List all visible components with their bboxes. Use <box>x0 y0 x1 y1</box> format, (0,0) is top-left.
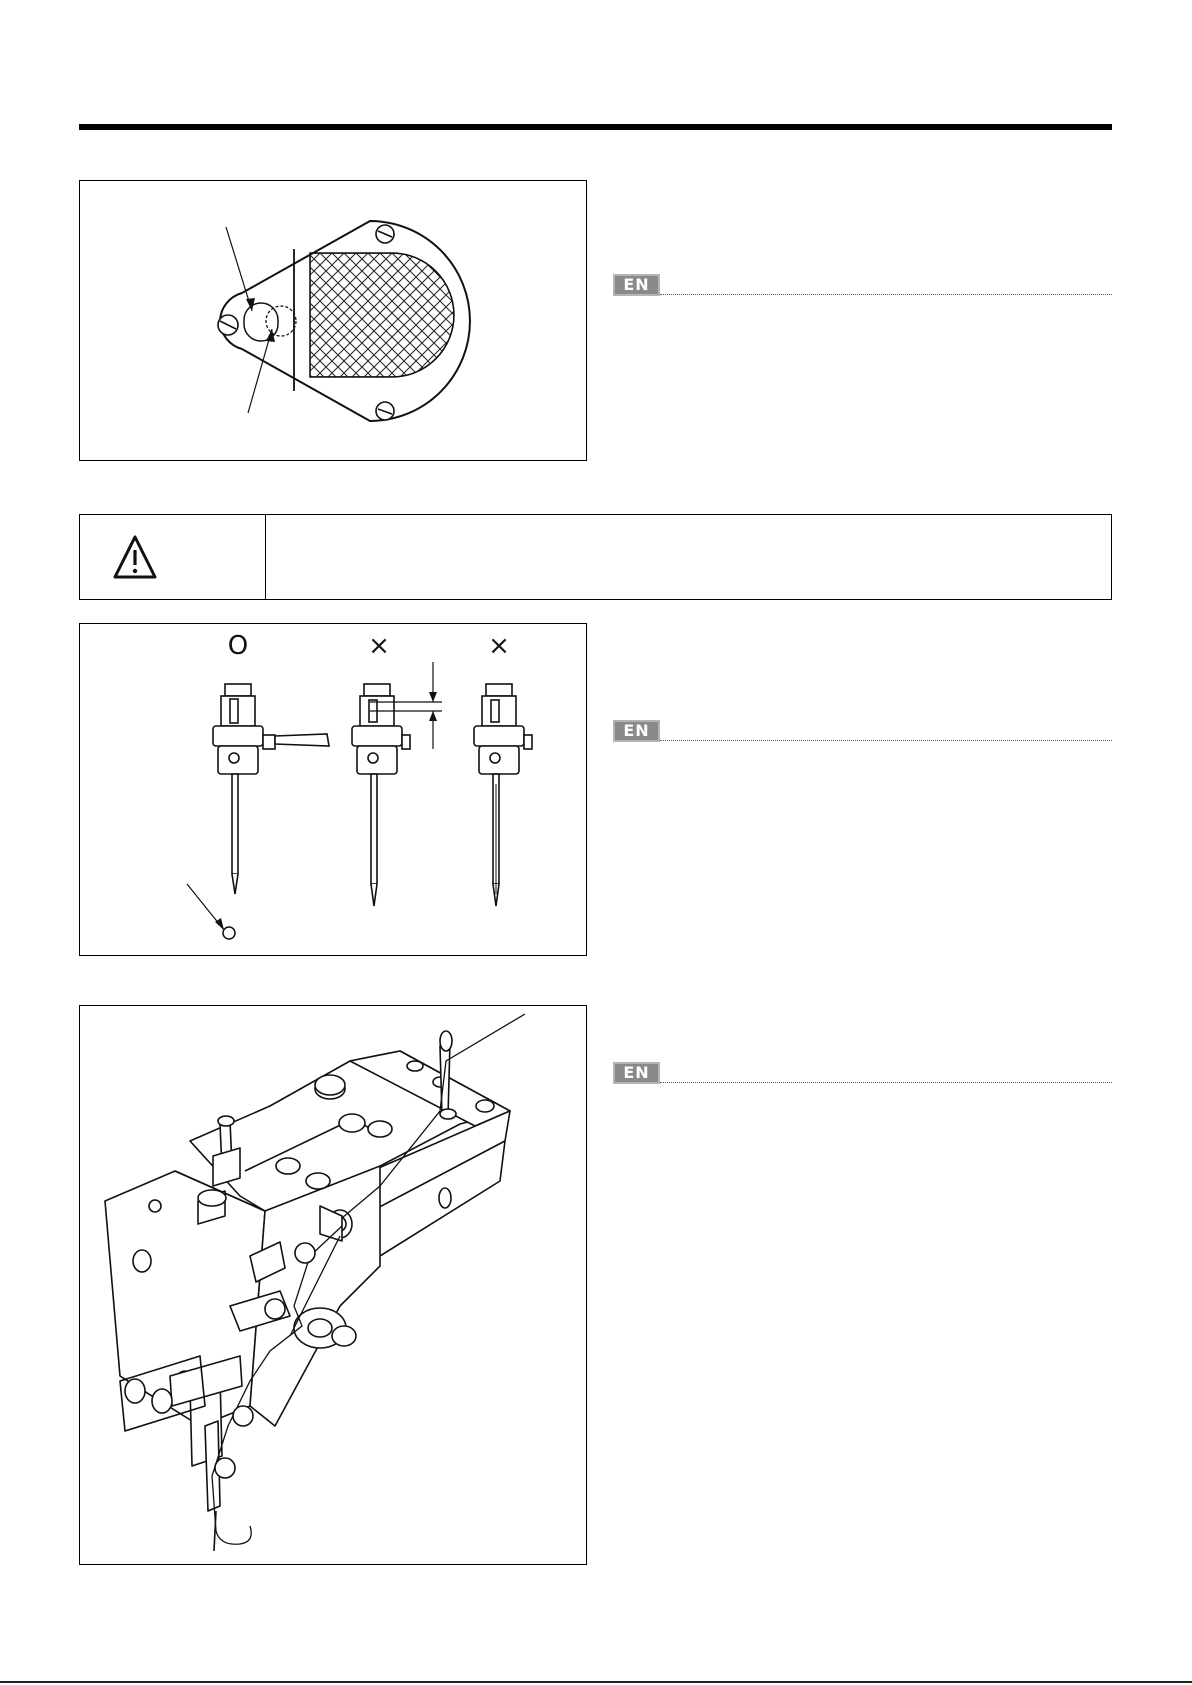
language-row <box>613 1062 1112 1084</box>
section-divider <box>660 740 1112 741</box>
caution-box <box>79 514 1112 600</box>
needle-install-drawing <box>80 624 588 957</box>
needle-bar-wrong-depth <box>352 684 410 906</box>
section-divider <box>660 1082 1112 1083</box>
section-divider <box>660 294 1112 295</box>
needle-plate-figure <box>79 180 587 461</box>
thread-guide-marker <box>233 1406 253 1426</box>
language-row <box>613 274 1112 296</box>
screw-icon <box>376 225 394 243</box>
warning-triangle-icon <box>80 515 266 599</box>
threading-figure <box>79 1005 587 1565</box>
language-badge: EN <box>613 720 660 742</box>
needle-bar-correct <box>213 684 329 894</box>
needle-plate-drawing <box>80 181 588 462</box>
wrong-marker: × <box>368 631 390 661</box>
language-badge: EN <box>613 274 660 296</box>
caution-icon-cell <box>80 515 266 599</box>
footer-rule <box>0 1681 1192 1683</box>
header-rule <box>79 124 1112 130</box>
screw-icon <box>376 402 394 420</box>
thread-guide-marker <box>295 1243 315 1263</box>
needle-tip-marker <box>223 927 235 939</box>
thread-guide-marker <box>215 1458 235 1478</box>
threading-drawing <box>80 1006 588 1566</box>
needle-install-figure <box>79 623 587 956</box>
screw-icon <box>218 315 238 335</box>
language-row <box>613 720 1112 742</box>
correct-marker: O <box>227 631 249 661</box>
language-badge: EN <box>613 1062 660 1084</box>
needle-bar-wrong-direction <box>474 684 532 906</box>
wrong-marker: × <box>488 631 510 661</box>
thread-guide-marker <box>265 1299 285 1319</box>
